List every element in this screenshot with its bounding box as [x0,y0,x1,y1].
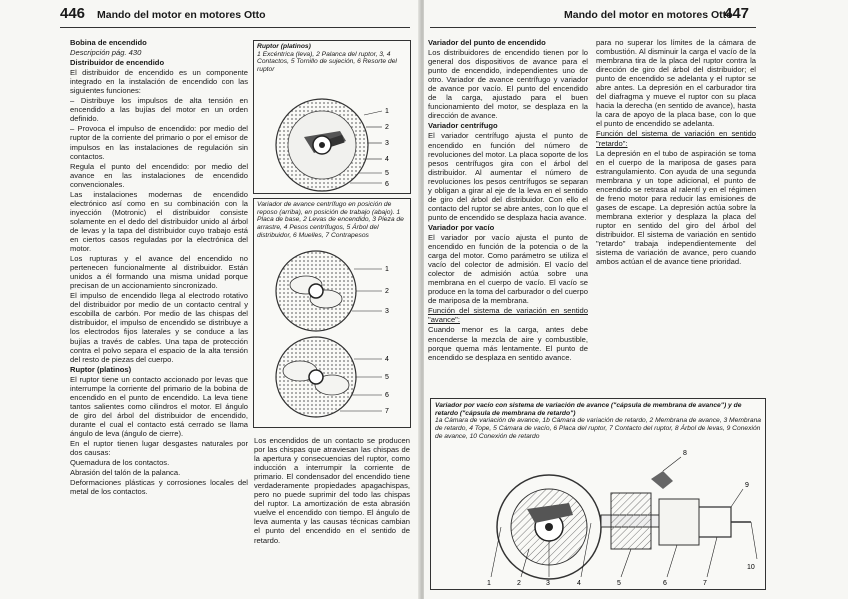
paragraph: El impulso de encendido llega al electrodo rotativo del distribuidor por medio de un contacto central y escobilla de carbón. Por medio de las chispas del distribuidor, el impulso de encendido se distribuye a los electrodos fijos laterales y se conduce a las bujías a través de cables. Una tapa de protección contra el polvo separa el espacio de la alta tensión del resto de piezas del cuerpo. [70,291,248,364]
paragraph: Las instalaciones modernas de encendido electrónico así como en su combinación con la inyección (Motronic) el distribuidor consiste solamente en el dedo del distribuidor unido al árbol de levas y la tapa del distribuidor cuyo trabajo está en ciertos casos reguladas por la electrónica del motor. [70,189,248,254]
heading-variador: Variador del punto de encendido [428,38,546,47]
centrifugal-label: 5 [385,374,389,381]
vacuum-label: 10 [747,564,755,571]
bullet-item: – Distribuye los impulsos de alta tensión en encendido a las bujías del motor en un orden definido. [70,96,248,124]
paragraph: La depresión en el tubo de aspiración se toma en el cuerpo de la mariposa de gases para estrangulamiento. Con ayuda de una segunda membrana y un tope adicional, el punto de encendido se retrasa al ralentí y en el régimen de freno motor para reducir las emisiones de gases de escape. La depresión actúa sobre la membrana exterior y desplaza la placa del ruptor en sentido del giro del árbol del distribuidor. El sistema de variación en sentido "retardo" trabaja independientemente del sistema de variación de avance, pero cuando ambos actúan el de avance tiene prioridad. [596,148,756,267]
ruptor-label: 5 [385,170,389,177]
heading-distribuidor: Distribuidor de encendido [70,58,165,68]
heading-centrifugo: Variador centrífugo [428,121,498,131]
ruptor-label: 1 [385,108,389,115]
paragraph: Regula el punto del encendido: por medio del avance en las instalaciones de encendido convencionales. [70,161,248,189]
centrifugal-drawing [254,199,410,427]
vacuum-label: 4 [577,580,581,587]
vacuum-drawing [431,399,765,589]
figure-vacuum [430,398,766,590]
ruptor-label: 4 [385,156,389,163]
subheading-avance: Función del sistema de variación en sentido "avance": [428,306,588,325]
vacuum-label: 8 [683,450,687,457]
left-header-rule [60,27,410,28]
figure-vacuum-title: Variador por vacío con sistema de variación de avance ("cápsula de membrana de avance") y de retardo ("cápsula de membrana de retardo") [435,402,742,417]
paragraph: Los distribuidores de encendido tienen por lo general dos dispositivos de avance para el punto de encendido, independientes uno de otro. Variador de avance centrífugo y variador de avance por vacío. El punto del encendido de la carga, ajustado para el buen funcionamiento del motor, se desplaza en la dirección de avance. [428,48,588,121]
right-col1 [428,38,588,363]
figure-ruptor-title: Ruptor (platinos) [257,43,311,50]
list-item: Abrasión del talón de la palanca. [70,468,181,478]
paragraph: Los rupturas y el avance del encendido no pertenecen funcionalmente al distribuidor. Están unidos a él formando una misma unidad porque precisan de un accionamiento sincronizado. [70,254,248,291]
vacuum-label: 2 [517,580,521,587]
heading-vacio: Variador por vacío [428,222,495,232]
vacuum-label: 7 [703,580,707,587]
left-main-column [70,38,248,497]
paragraph: En el ruptor tienen lugar desgastes naturales por dos causas: [70,439,248,458]
heading-ruptor: Ruptor (platinos) [70,364,132,374]
paragraph: El variador por vacío ajusta el punto de encendido en función de la potencia o de la carga del motor. Como parámetro se utiliza el vacío del colector de admisión. El vacío del colector de admisión actúa sobre una membrana en el cuerpo de vacío. El vacío se produce en la toma del carburador o del cuerpo de mariposa de la membrana. [428,232,588,306]
centrifugal-label: 4 [385,356,389,363]
figure-ruptor-legend: 1 Excéntrica (leva), 2 Palanca del ruptor, 3, 4 Contactos, 5 Tornillo de sujeción, 6 Resorte del ruptor [257,50,397,74]
vacuum-label: 6 [663,580,667,587]
figure-centrifugal-caption: Variador de avance centrífugo en posición de reposo (arriba), en posición de trabajo (abajo). 1 Placa de base, 2 Levas de encendido, 3 Pieza de arrastre, 4 Pesos centrífugos, 5 Árbol del distribuidor, 6 Muelles, 7 Contrapesos [257,201,404,239]
paragraph: El distribuidor de encendido es un componente integrado en la instalación de encendido con las siguientes funciones: [70,68,248,96]
paragraph: El variador centrífugo ajusta el punto de encendido en función del número de revoluciones del motor. La placa soporte de los pesos centrífugos gira con el árbol del distribuidor. Al aumentar el número de revoluciones los pesos centrífugos se separan y obligan a girar al eje de la leva en el sentido de giro del árbol del distribuidor. Con ello el contacto del ruptor se abre antes, con lo que el punto de encendido se desplaza hacia avance. [428,131,588,222]
left-page [0,0,420,599]
vacuum-label: 3 [546,580,550,587]
right-page-number: 447 [724,5,750,22]
vacuum-label: 1 [487,580,491,587]
left-col2-bottom [254,436,410,546]
list-item: Deformaciones plásticas y corrosiones locales del metal de los contactos. [70,478,248,497]
left-header-title: Mando del motor en motores Otto [97,9,266,21]
right-header-rule [430,27,756,28]
centrifugal-label: 2 [385,288,389,295]
figure-ruptor [253,40,411,194]
centrifugal-label: 6 [385,392,389,399]
bullet-item: – Provoca el impulso de encendido: por medio del ruptor de la corriente del primario o por el emisor de impulsos en las instalaciones de regulación sin contactos. [70,124,248,161]
bobina-description: Descripción pág. 430 [70,48,142,58]
paragraph: Cuando menor es la carga, antes debe encenderse la mezcla de aire y combustible, porque quema más lentamente. El punto de encendido se desplaza en sentido avance. [428,325,588,362]
subheading-retardo: Función del sistema de variación en sentido "retardo": [596,129,756,148]
list-item: Quemadura de los contactos. [70,458,170,468]
centrifugal-label: 3 [385,308,389,315]
figure-centrifugal [253,198,411,428]
paragraph: para no superar los límites de la cámara de combustión. Al disminuir la carga el vacío de la membrana tira de la placa del ruptor contra la dirección de giro del árbol del distribuidor; el punto de encendido se adelanta y el ruptor se abre antes. La depresión en el carburador tira del diafragma y mueve el ruptor con su placa hacia la derecha (en sentido de avance), hasta la cara de apoyo de la placa base, con lo que el punto de encendido se adelanta. [596,38,756,129]
vacuum-label: 9 [745,482,749,489]
centrifugal-label: 1 [385,266,389,273]
left-page-number: 446 [60,5,86,22]
figure-vacuum-legend: 1a Cámara de variación de avance, 1b Cámara de variación de retardo, 2 Membrana de avance, 3 Membrana de retardo, 4 Tope, 5 Cámara de vacío, 6 Placa del ruptor, 7 Contacto del ruptor, 8 Árbol de levas, 9 Conexión de avance, 10 Conexión de retardo [435,417,762,440]
heading-bobina: Bobina de encendido [70,38,147,47]
right-page [424,0,848,599]
ruptor-drawing [254,41,410,193]
ruptor-label: 2 [385,124,389,131]
ruptor-label: 3 [385,140,389,147]
right-header-title: Mando del motor en motores Otto [564,9,733,21]
paragraph: Los encendidos de un contacto se producen por las chispas que atraviesan las chispas de la apertura y consecuencias del ruptor, como inducción a interrumpir la corriente de primario. El condensador del encendido tiene verdaderamente propiedades apagachispas, pero no puede suprimir del todo las chispas del ruptor. La amortización de esta abrasión vuelve el encendido con tiempo. El ángulo de leva aumenta y las causas técnicas cambian el punto del encendido en el sentido de retardo. [254,436,410,545]
right-col2 [596,38,756,267]
paragraph: El ruptor tiene un contacto accionado por levas que interrumpe la corriente del primario de la bobina de encendido en el punto de encendido. La leva tiene tantos salientes como cilindros el motor. El ángulo de giro del árbol del distribuidor de encendido, durante el cual el contacto está cerrado se llama ángulo de leva (ángulo de cierre). [70,374,248,438]
vacuum-label: 5 [617,580,621,587]
centrifugal-label: 7 [385,408,389,415]
ruptor-label: 6 [385,181,389,188]
